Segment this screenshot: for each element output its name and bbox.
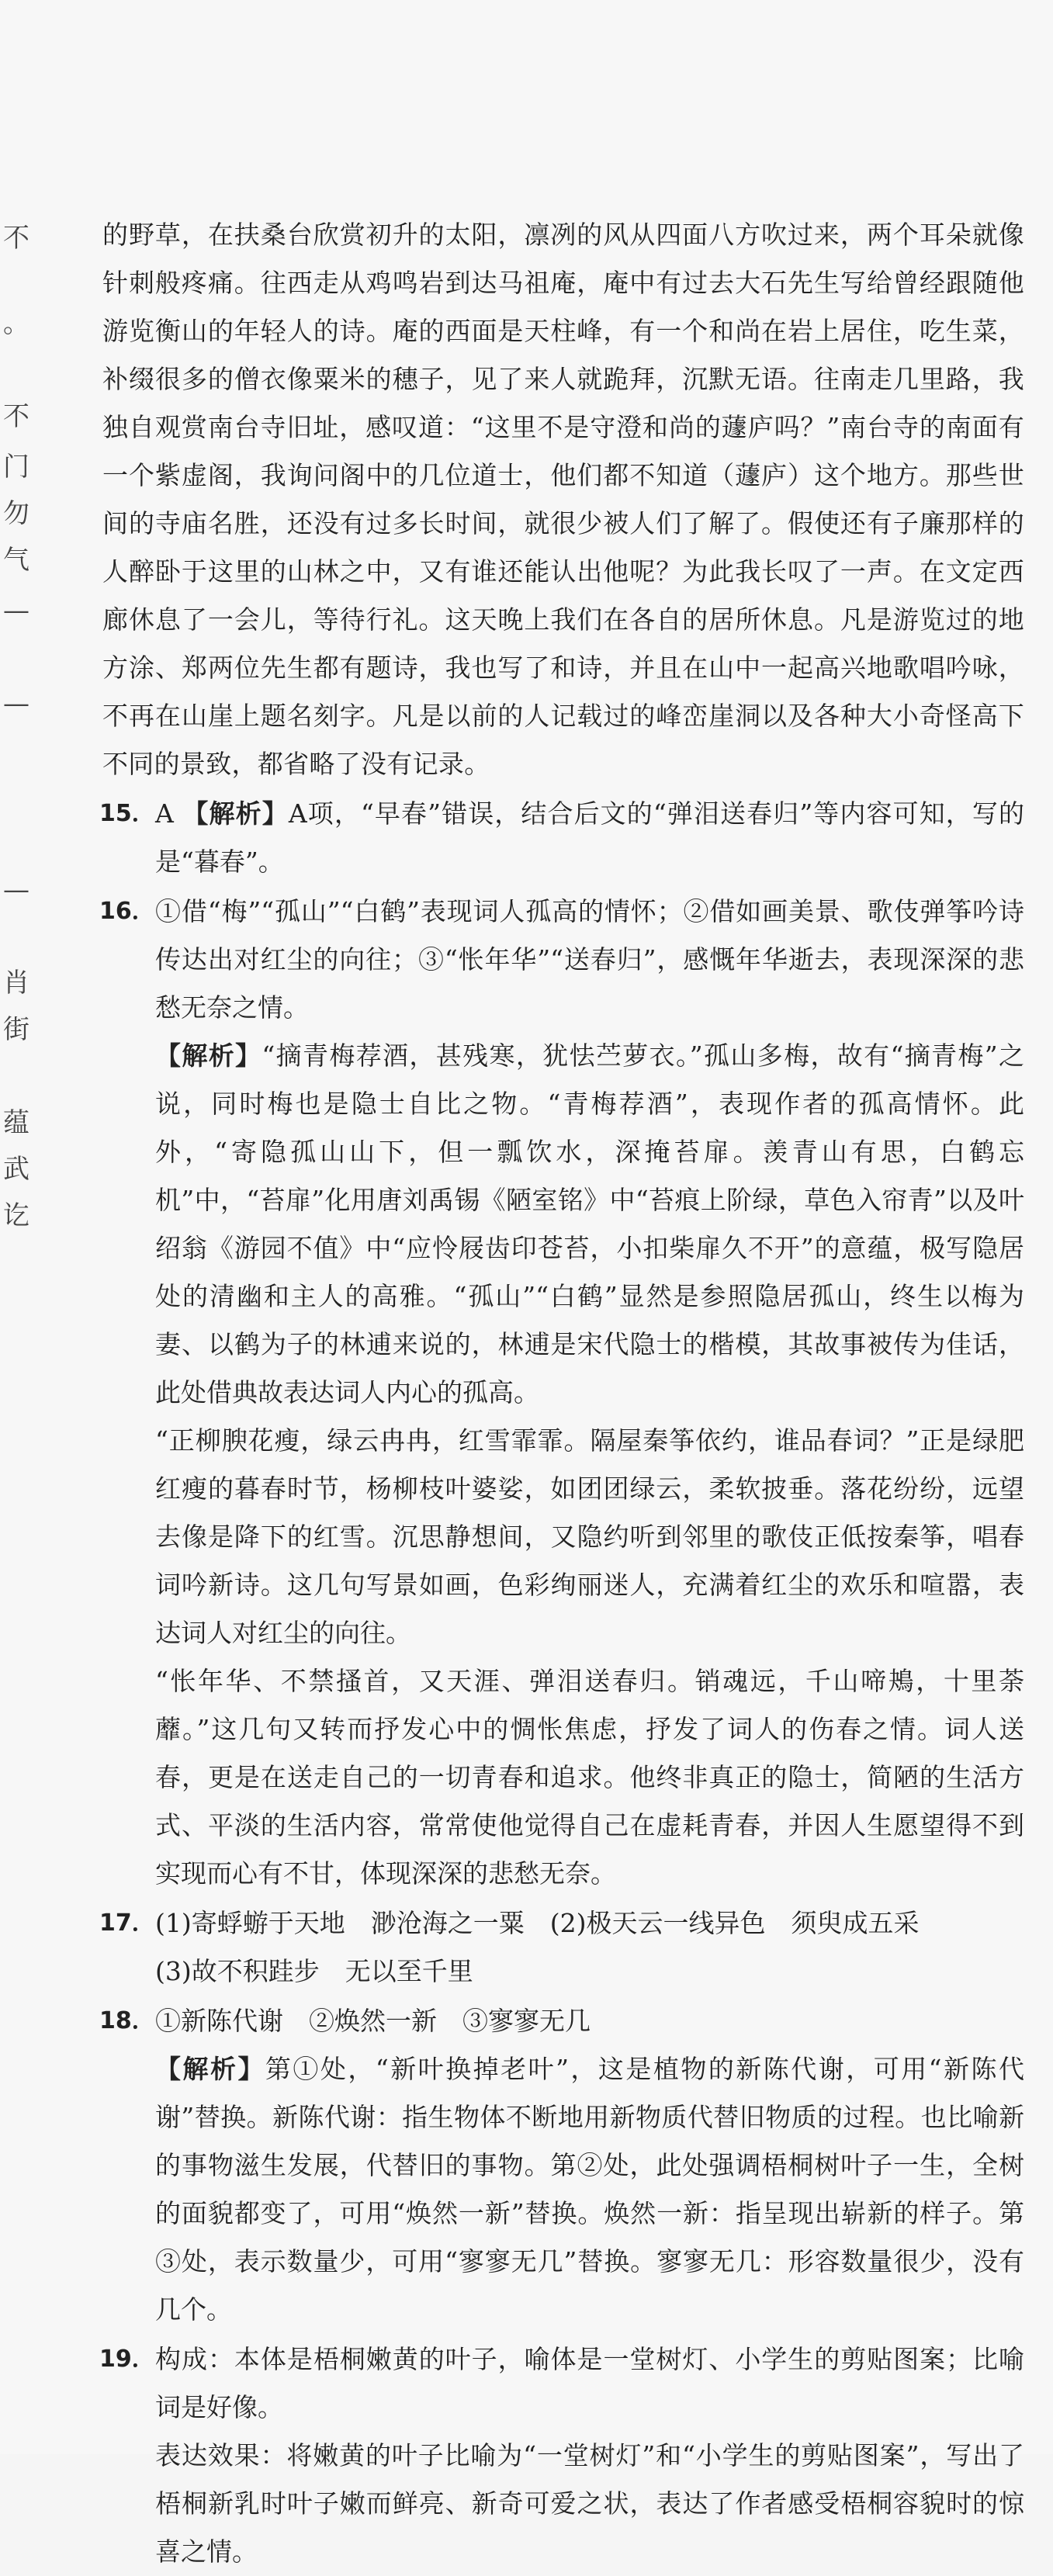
margin-char: 武 <box>3 1154 29 1185</box>
margin-char: 街 <box>3 1014 29 1045</box>
margin-char: — <box>3 595 29 626</box>
left-margin-fragments <box>0 194 31 1280</box>
answer-item-19 <box>99 2335 1024 2576</box>
item-15-text <box>155 790 1024 886</box>
item-16-answer: ①借“梅”“孤山”“白鹤”表现词人孤高的情怀；②借如画美景、歌伎弹筝吟诗传达出对红尘的向往；③“怅年华”“送春归”，感慨年华逝去，表现深深的悲愁无奈之情。 <box>155 896 1024 1023</box>
answer-choice: A <box>155 798 183 829</box>
margin-char: 不 <box>3 401 29 432</box>
answer-content <box>99 211 1024 2576</box>
item-16-analysis-3: “怅年华、不禁搔首，又天涯、弹泪送春归。销魂远，千山啼鴂，十里荼蘼。”这几句又转而抒发心中的惆怅焦虑，抒发了词人的伤春之情。词人送春，更是在送走自己的一切青春和追求。他终非真正的隐士，简陋的生活方式、平淡的生活内容，常常使他觉得自己在虚耗青春，并因人生愿望得不到实现而心有不甘，体现深深的悲愁无奈。 <box>155 1666 1024 1889</box>
item-16-analysis-1 <box>155 1032 1024 1417</box>
margin-char: 不 <box>3 223 29 254</box>
item-16-analysis-2: “正柳腴花瘦，绿云冉冉，红雪霏霏。隔屋秦筝依约，谁品春词？”正是绿肥红瘦的暮春时节，杨柳枝叶婆娑，如团团绿云，柔软披垂。落花纷纷，远望去像是降下的红雪。沉思静想间，又隐约听到邻里的歌伎正低按秦筝，唱春词吟新诗。这几句写景如画，色彩绚丽迷人，充满着红尘的欢乐和喧嚣，表达词人对红尘的向往。 <box>155 1425 1024 1648</box>
analysis-text: “摘青梅荐酒，甚残寒，犹怯苎萝衣。”孤山多梅，故有“摘青梅”之说，同时梅也是隐士自比之物。“青梅荐酒”，表现作者的孤高情怀。此外，“寄隐孤山山下，但一瓢饮水，深掩苔扉。羡青山有思，白鹤忘机”中，“苔扉”化用唐刘禹锡《陋室铭》中“苔痕上阶绿，草色入帘青”以及叶绍翁《游园不值》中“应怜屐齿印苍苔，小扣柴扉久不开”的意蕴，极写隐居处的清幽和主人的高雅。“孤山”“白鹤”显然是参照隐居孤山，终生以梅为妻、以鹤为子的林逋来说的，林逋是宋代隐士的楷模，其故事被传为佳话，此处借典故表达词人内心的孤高。 <box>155 1040 1025 1407</box>
answer-item-16 <box>99 888 1024 1898</box>
translation-paragraph: 的野草，在扶桑台欣赏初升的太阳，凛冽的风从四面八方吹过来，两个耳朵就像针刺般疼痛。往西走从鸡鸣岩到达马祖庵，庵中有过去大石先生写给曾经跟随他游览衡山的年轻人的诗。庵的西面是天柱峰，有一个和尚在岩上居住，吃生菜，补缀很多的僧衣像粟米的穗子，见了来人就跪拜，沉默无语。往南走几里路，我独自观赏南台寺旧址，感叹道：“这里不是守澄和尚的蘧庐吗？”南台寺的南面有一个紫虚阁，我询问阁中的几位道士，他们都不知道（蘧庐）这个地方。那些世间的寺庙名胜，还没有过多长时间，就很少被人们了解了。假使还有子廉那样的人醉卧于这里的山林之中，又有谁还能认出他呢？为此我长叹了一声。在文定西廊休息了一会儿，等待行礼。这天晚上我们在各自的居所休息。凡是游览过的地方涂、郑两位先生都有题诗，我也写了和诗，并且在山中一起高兴地歌唱吟咏，不再在山崖上题名刻字。凡是以前的人记载过的峰峦崖洞以及各种大小奇怪高下不同的景致，都省略了没有记录。 <box>102 220 1024 779</box>
analysis-tag: 【解析】 <box>155 2054 265 2084</box>
margin-char: 勿 <box>3 498 29 529</box>
item-19-line-1: 构成：本体是梧桐嫩黄的叶子，喻体是一堂树灯、小学生的剪贴图案；比喻词是好像。 <box>155 2344 1024 2422</box>
margin-char: 肖 <box>3 968 29 999</box>
analysis-tag: 【解析】 <box>155 1040 262 1071</box>
item-18-answer: ①新陈代谢 ②焕然一新 ③寥寥无几 <box>155 2006 591 2036</box>
analysis-tag: 【解析】 <box>182 798 289 829</box>
margin-char: 。 <box>3 308 29 339</box>
item-number: 16． <box>99 898 155 925</box>
margin-char: — <box>3 688 29 719</box>
margin-char: 门 <box>3 452 29 483</box>
analysis-text: 第①处，“新叶换掉老叶”，这是植物的新陈代谢，可用“新陈代谢”替换。新陈代谢：指生物体不断地用新物质代替旧物质的过程。也比喻新的事物滋生发展，代替旧的事物。第②处，此处强调梧桐树叶子一生，全树的面貌都变了，可用“焕然一新”替换。焕然一新：指呈现出崭新的样子。第③处，表示数量少，可用“寥寥无几”替换。寥寥无几：形容数量很少，没有几个。 <box>155 2054 1024 2325</box>
item-17-line-1: (1)寄蜉蝣于天地 渺沧海之一粟 (2)极天云一线异色 须臾成五采 <box>155 1908 920 1938</box>
item-17-line-2: (3)故不积跬步 无以至千里 <box>155 1956 473 1986</box>
margin-char: 讫 <box>3 1200 29 1231</box>
margin-char: — <box>3 874 29 905</box>
item-number: 15． <box>99 800 155 827</box>
answer-item-18 <box>99 1997 1024 2334</box>
margin-char: 蕴 <box>3 1107 29 1138</box>
analysis-text: A项，“早春”错误，结合后文的“弹泪送春归”等内容可知，写的是“暮春”。 <box>155 798 1024 877</box>
item-number: 19． <box>99 2346 155 2373</box>
item-number: 18． <box>99 2007 155 2034</box>
item-19-line-2: 表达效果：将嫩黄的叶子比喻为“一堂树灯”和“小学生的剪贴图案”，写出了梧桐新乳时叶子嫩而鲜亮、新奇可爱之状，表达了作者感受梧桐容貌时的惊喜之情。 <box>155 2440 1024 2567</box>
answer-item-17 <box>99 1899 1024 1996</box>
item-number: 17． <box>99 1909 155 1937</box>
margin-char: 气 <box>3 545 29 576</box>
item-18-analysis <box>155 2045 1024 2334</box>
answer-item-15 <box>99 790 1024 886</box>
